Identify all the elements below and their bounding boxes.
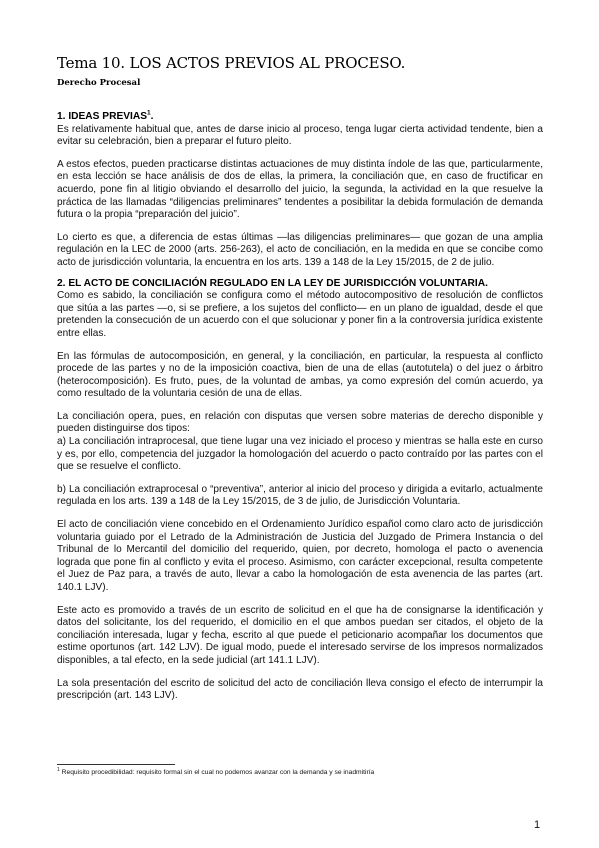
section-heading-1: 1. IDEAS PREVIAS$^1$. — [57, 109, 154, 122]
section-heading-2: 2. EL ACTO DE CONCILIACIÓN REGULADO EN LA LEY DE JURISDICCIÓN VOLUNTARIA. — [57, 277, 488, 289]
footnote-divider — [57, 764, 175, 765]
paragraph: En las fórmulas de autocomposición, en general, y la conciliación, en particular, la respuesta al conflicto procede de las partes y no de la imposición coactiva, bien de una de ellas (autotutela) o del juez o árbitro (heterocomposición). Es fruto, pues, de la voluntad de ambas, ya como expresión del común acuerdo, ya como resultado de la voluntaria cesión de una de ellas. — [57, 350, 543, 400]
paragraph: La conciliación opera, pues, en relación con disputas que versen sobre materias de derecho disponible y pueden distinguirse dos tipos: — [57, 410, 543, 435]
paragraph: A estos efectos, pueden practicarse distintas actuaciones de muy distinta índole de las que, particularmente, en esta lección se hace análisis de dos de ellas, la primera, la conciliación que, en caso de fructificar en acuerdo, pone fin al litigio obviando el desarrollo del juicio, la segunda, la actividad en la que resuelve la práctica de las llamadas “diligencias preliminares” tendentes a posibilitar la debida formulación de demanda futura o la propia “preparación del juicio”. — [57, 158, 543, 221]
page-title: Tema 10. LOS ACTOS PREVIOS AL PROCESO. — [57, 54, 406, 72]
paragraph: Es relativamente habitual que, antes de darse inicio al proceso, tenga lugar cierta actividad tendente, bien a evitar su celebración, bien a preparar el futuro pleito. — [57, 123, 543, 148]
footnote — [57, 766, 543, 776]
page-subtitle: Derecho Procesal — [57, 78, 141, 88]
paragraph: La sola presentación del escrito de solicitud del acto de conciliación lleva consigo el efecto de interrumpir la prescripción (art. 143 LJV). — [57, 677, 543, 702]
paragraph: Este acto es promovido a través de un escrito de solicitud en el que ha de consignarse la identificación y datos del solicitante, los del requerido, el domicilio en el que ambos puedan ser citados, el objeto de la conciliación interesada, lugar y fecha, escrito al que puede el peticionario acompañar los documentos que estime oportunos (art. 142 LJV). De igual modo, puede el interesado servirse de los impresos normalizados disponibles, a tal efecto, en la sede judicial (art 141.1 LJV). — [57, 604, 543, 666]
paragraph: Como es sabido, la conciliación se configura como el método autocompositivo de resolución de conflictos que sitúa a las partes —o, si se prefiere, a los sujetos del conflicto— en un plano de igualdad, desde el que pretenden la consecución de un acuerdo con el que solucionar y poner fin a la controversia jurídica existente entre ellas. — [57, 290, 543, 339]
paragraph: El acto de conciliación viene concebido en el Ordenamiento Jurídico español como claro acto de jurisdicción voluntaria guiado por el Letrado de la Administración de Justicia del Juzgado de Primera Instancia o del Tribunal de lo Mercantil del domicilio del requerido, quien, por decreto, homologa el pacto o avenencia lograda que pone fin al conflicto y evita el proceso. Asimismo, con carácter excepcional, resulta competente el Juez de Paz para, a través de auto, llevar a cabo la homologación de esta avenencia de las partes (art. 140.1 LJV). — [57, 519, 543, 593]
page-number: 1 — [534, 819, 541, 831]
list-item: a) La conciliación intraprocesal, que tiene lugar una vez iniciado el proceso y mientras se halla este en curso y es, por ello, competencia del juzgador la homologación del acuerdo o pacto contraído por las partes con el que se resuelve el conflicto. — [57, 436, 543, 473]
paragraph: Lo cierto es que, a diferencia de estas últimas —las diligencias preliminares— que gozan de una amplia regulación en la LEC de 2000 (arts. 256-263), el acto de conciliación, en la medida en que se concibe como acto de jurisdicción voluntaria, la encuentra en los arts. 139 a 148 de la Ley 15/2015, de 2 de julio. — [57, 231, 543, 268]
section-heading-1-text: 1. IDEAS PREVIAS — [57, 111, 148, 122]
document-body — [57, 111, 543, 703]
footnote-number: 1 — [57, 766, 60, 773]
list-item: b) La conciliación extraprocesal o “preventiva”, anterior al inicio del proceso y dirigida a evitarlo, actualmente regulada en los arts. 139 a 148 de la Ley 15/2015, de 3 de julio, de Jurisdicción Voluntaria. — [57, 483, 543, 508]
footnote-ref: 1 — [147, 109, 151, 117]
footnote-text: Requisito procedibilidad: requisito formal sin el cual no podemos avanzar con la demanda y se inadmitiría — [61, 769, 375, 776]
